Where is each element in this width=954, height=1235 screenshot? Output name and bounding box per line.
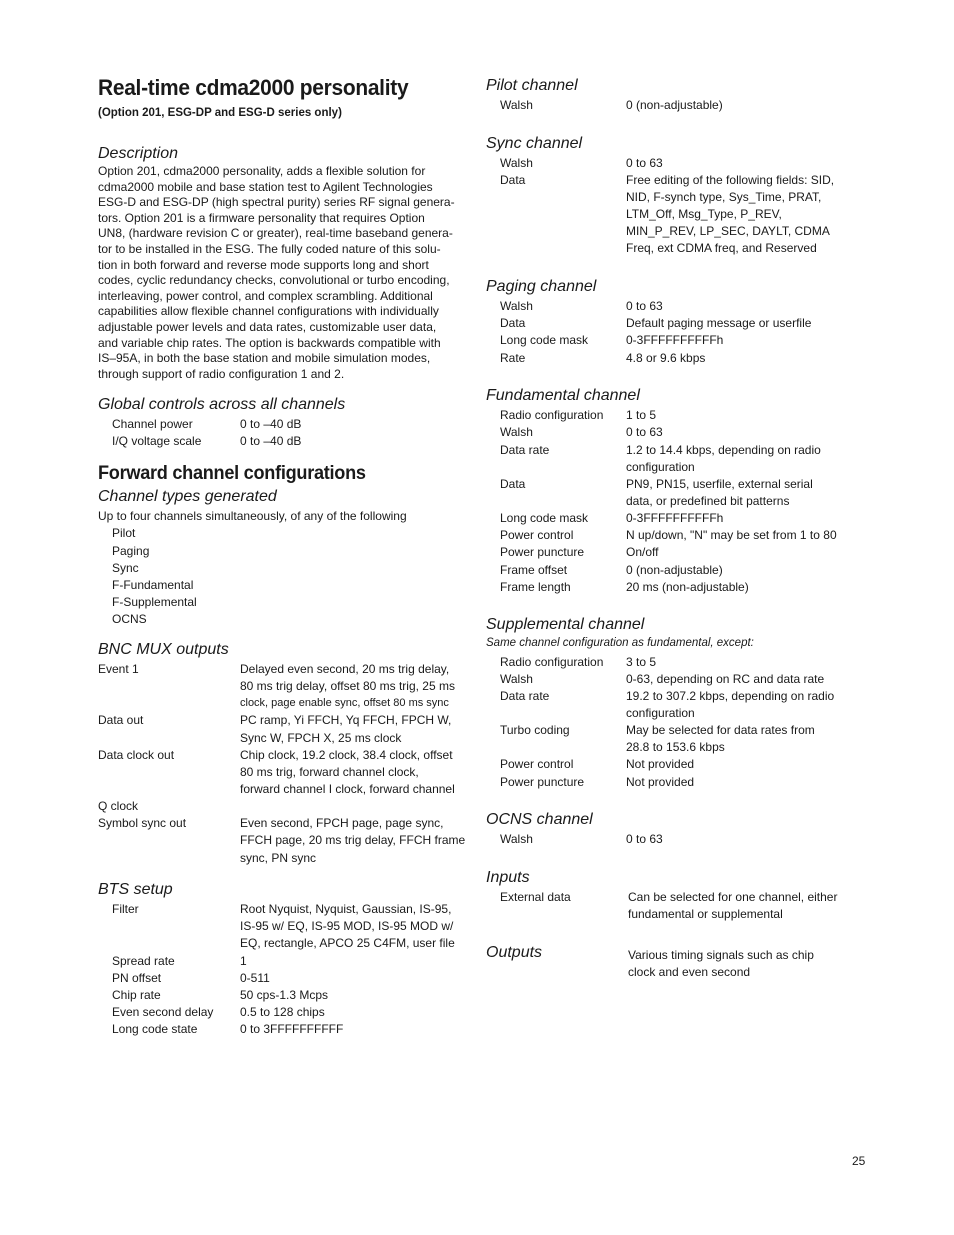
spec-value: 0 to –40 dB <box>240 417 302 431</box>
description-line: ESG-D and ESG-DP (high spectral purity) series RF signal genera- <box>98 195 455 210</box>
spec-label: Power control <box>500 757 574 771</box>
description-paragraph <box>98 164 460 382</box>
spec-value: forward channel I clock, forward channel <box>240 782 455 796</box>
bts-setup-heading: BTS setup <box>98 881 173 898</box>
channel-type-item: F-Supplemental <box>112 595 197 609</box>
spec-value: Chip clock, 19.2 clock, 38.4 clock, offset <box>240 748 453 762</box>
spec-value: 0 (non-adjustable) <box>626 98 723 112</box>
spec-value: 0-63, depending on RC and data rate <box>626 672 825 686</box>
spec-value: 19.2 to 307.2 kbps, depending on radio <box>626 689 835 703</box>
spec-label: Long code mask <box>500 511 589 525</box>
spec-value: 80 ms trig, forward channel clock, <box>240 765 419 779</box>
spec-label: Data <box>500 316 526 330</box>
forward-config-title: Forward channel configurations <box>98 462 366 484</box>
spec-label: Spread rate <box>112 954 175 968</box>
spec-label: Walsh <box>500 425 533 439</box>
description-line: Option 201, cdma2000 personality, adds a flexible solution for <box>98 164 426 178</box>
spec-value: 1 <box>240 954 247 968</box>
channel-type-item: OCNS <box>112 612 147 626</box>
spec-label: Chip rate <box>112 988 161 1002</box>
spec-label: Data <box>500 173 526 187</box>
spec-value: 80 ms trig delay, offset 80 ms trig, 25 ms <box>240 679 455 693</box>
spec-value: 0-3FFFFFFFFFFh <box>626 333 724 347</box>
spec-value: clock, page enable sync, offset 80 ms sync <box>240 697 449 709</box>
spec-label: Event 1 <box>98 662 139 676</box>
global-controls-heading: Global controls across all channels <box>98 396 346 413</box>
spec-label: Power puncture <box>500 545 585 559</box>
description-line: tion in both forward and reverse mode supports long and short <box>98 257 429 272</box>
spec-value: Various timing signals such as chip <box>628 948 814 962</box>
spec-value: configuration <box>626 706 695 720</box>
spec-value: Root Nyquist, Nyquist, Gaussian, IS-95, <box>240 902 452 916</box>
spec-value: May be selected for data rates from <box>626 723 815 737</box>
fundamental-channel-heading: Fundamental channel <box>486 387 640 404</box>
description-line: interleaving, power control, and complex scrambling. Additional <box>98 288 433 303</box>
spec-value: 3 to 5 <box>626 655 657 669</box>
channel-type-item: Sync <box>112 561 139 575</box>
spec-label: Data rate <box>500 443 550 457</box>
spec-label: I/Q voltage scale <box>112 434 202 448</box>
spec-label: Long code state <box>112 1022 198 1036</box>
spec-value: PN9, PN15, userfile, external serial <box>626 477 813 491</box>
spec-label: Even second delay <box>112 1005 214 1019</box>
spec-value: IS-95 w/ EQ, IS-95 MOD, IS-95 MOD w/ <box>240 919 454 933</box>
pilot-channel-heading: Pilot channel <box>486 77 578 94</box>
spec-value: N up/down, "N" may be set from 1 to 80 <box>626 528 837 542</box>
spec-label: Data rate <box>500 689 550 703</box>
channel-type-item: F-Fundamental <box>112 578 194 592</box>
spec-label: Rate <box>500 351 526 365</box>
spec-value: Free editing of the following fields: SID, <box>626 173 835 187</box>
description-line: codes, cyclic redundancy checks, convolutional or turbo encoding, <box>98 273 450 288</box>
spec-label: Walsh <box>500 672 533 686</box>
spec-label: Symbol sync out <box>98 816 187 830</box>
spec-label: Radio configuration <box>500 655 604 669</box>
description-line: UN8, (hardware revision C or greater), real-time baseband genera- <box>98 226 453 241</box>
spec-value: Even second, FPCH page, page sync, <box>240 816 444 830</box>
spec-value: configuration <box>626 460 695 474</box>
outputs-heading: Outputs <box>486 944 543 961</box>
spec-value: NID, F-synch type, Sys_Time, PRAT, <box>626 190 822 204</box>
supplemental-channel-heading: Supplemental channel <box>486 616 645 633</box>
spec-label: Walsh <box>500 98 533 112</box>
description-line: capabilities allow flexible channel configurations with individually <box>98 304 439 319</box>
spec-label: Walsh <box>500 299 533 313</box>
spec-value: 20 ms (non-adjustable) <box>626 580 749 594</box>
description-line: through support of radio configuration 1 and 2. <box>98 366 345 381</box>
spec-label: Long code mask <box>500 333 589 347</box>
spec-value: 0 to 63 <box>626 156 663 170</box>
spec-value: fundamental or supplemental <box>628 907 783 921</box>
spec-value: On/off <box>626 545 659 559</box>
description-line: and variable chip rates. The option is backwards compatible with <box>98 335 441 350</box>
spec-value: EQ, rectangle, APCO 25 C4FM, user file <box>240 936 455 950</box>
spec-label: Turbo coding <box>500 723 570 737</box>
spec-value: 1 to 5 <box>626 408 657 422</box>
spec-value: LTM_Off, Msg_Type, P_REV, <box>626 207 782 221</box>
spec-value: 1.2 to 14.4 kbps, depending on radio <box>626 443 821 457</box>
channel-types-heading: Channel types generated <box>98 488 277 505</box>
spec-value: 0 to 63 <box>626 832 663 846</box>
supplemental-note: Same channel configuration as fundamental, except: <box>486 637 754 649</box>
spec-value: 0.5 to 128 chips <box>240 1005 325 1019</box>
channel-type-item: Pilot <box>112 526 136 540</box>
spec-value: MIN_P_REV, LP_SEC, DAYLT, CDMA <box>626 224 830 238</box>
spec-value: 0 to 3FFFFFFFFFF <box>240 1022 344 1036</box>
spec-label: Filter <box>112 902 139 916</box>
page-subtitle: (Option 201, ESG-DP and ESG-D series only) <box>98 107 342 119</box>
spec-label: Q clock <box>98 799 139 813</box>
spec-value: 0 (non-adjustable) <box>626 563 723 577</box>
spec-value: Sync W, FPCH X, 25 ms clock <box>240 731 402 745</box>
spec-value: Delayed even second, 20 ms trig delay, <box>240 662 450 676</box>
spec-value: 4.8 or 9.6 kbps <box>626 351 706 365</box>
channel-types-intro: Up to four channels simultaneously, of any of the following <box>98 509 407 523</box>
spec-label: Frame offset <box>500 563 568 577</box>
description-line: adjustable power levels and data rates, customizable user data, <box>98 319 437 334</box>
spec-value: 0 to 63 <box>626 425 663 439</box>
spec-value: data, or predefined bit patterns <box>626 494 790 508</box>
channel-type-item: Paging <box>112 544 150 558</box>
ocns-channel-heading: OCNS channel <box>486 811 593 828</box>
description-line: tor to be installed in the ESG. The fully coded nature of this solu- <box>98 241 441 256</box>
spec-label: Radio configuration <box>500 408 604 422</box>
description-line: tors. Option 201 is a firmware personality that requires Option <box>98 210 425 225</box>
spec-label: Power control <box>500 528 574 542</box>
spec-label: Data <box>500 477 526 491</box>
spec-value: 50 cps-1.3 Mcps <box>240 988 329 1002</box>
spec-value: Not provided <box>626 757 695 771</box>
spec-value: 0 to –40 dB <box>240 434 302 448</box>
spec-label: External data <box>500 890 571 904</box>
spec-value: Freq, ext CDMA freq, and Reserved <box>626 241 817 255</box>
spec-value: 28.8 to 153.6 kbps <box>626 740 725 754</box>
spec-value: 0 to 63 <box>626 299 663 313</box>
page-number: 25 <box>852 1154 866 1168</box>
description-heading: Description <box>98 145 179 162</box>
description-line: IS–95A, in both the base station and mobile simulation modes, <box>98 351 431 366</box>
spec-value: 0-3FFFFFFFFFFh <box>626 511 724 525</box>
spec-label: Frame length <box>500 580 571 594</box>
spec-value: FFCH page, 20 ms trig delay, FFCH frame <box>240 833 466 847</box>
bnc-mux-heading: BNC MUX outputs <box>98 641 229 658</box>
spec-value: clock and even second <box>628 965 751 979</box>
spec-value: Default paging message or userfile <box>626 316 812 330</box>
spec-label: Data out <box>98 713 144 727</box>
description-line: cdma2000 mobile and base station test to Agilent Technologies <box>98 179 433 194</box>
spec-label: Power puncture <box>500 775 585 789</box>
spec-label: PN offset <box>112 971 162 985</box>
spec-label: Data clock out <box>98 748 175 762</box>
spec-value: Not provided <box>626 775 695 789</box>
paging-channel-heading: Paging channel <box>486 278 597 295</box>
spec-value: Can be selected for one channel, either <box>628 890 838 904</box>
spec-value: PC ramp, Yi FFCH, Yq FFCH, FPCH W, <box>240 713 452 727</box>
spec-label: Channel power <box>112 417 193 431</box>
spec-value: sync, PN sync <box>240 851 317 865</box>
spec-value: 0-511 <box>240 971 270 985</box>
sync-channel-heading: Sync channel <box>486 135 583 152</box>
spec-label: Walsh <box>500 156 533 170</box>
spec-label: Walsh <box>500 832 533 846</box>
inputs-heading: Inputs <box>486 869 530 886</box>
page-title: Real-time cdma2000 personality <box>98 75 409 100</box>
